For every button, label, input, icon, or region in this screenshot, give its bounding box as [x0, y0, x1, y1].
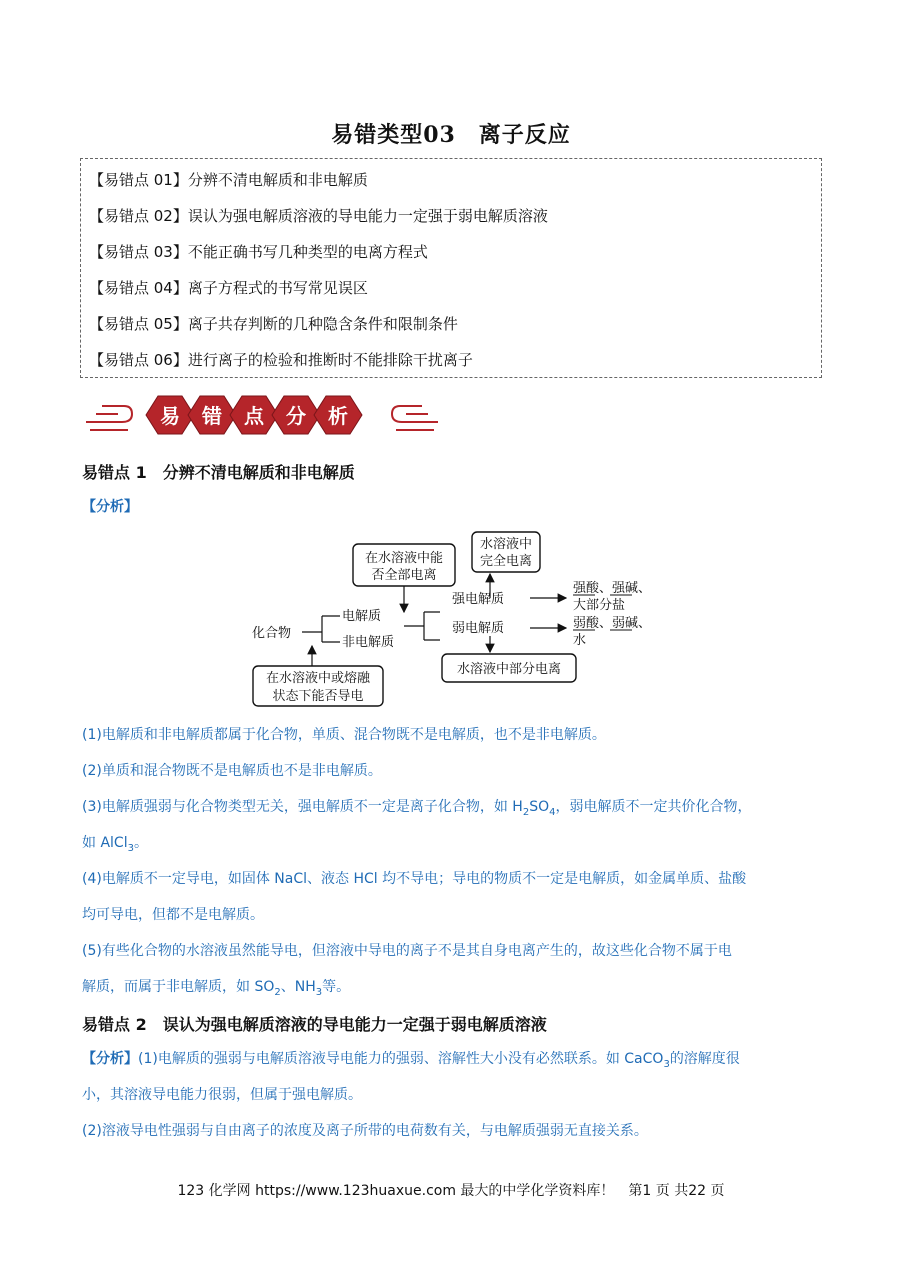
right-swirl-icon: [392, 406, 438, 430]
diagram-electrolyte: 电解质: [342, 609, 382, 624]
section-1-analysis-tag: 【分析】: [82, 499, 138, 515]
banner-char: 错: [202, 404, 222, 428]
diagram-partial: 水溶液中部分电离: [456, 662, 562, 677]
error-points-list: [80, 158, 822, 378]
toc-item-06: 【易错点 06】进行离子的检验和推断时不能排除干扰离子: [89, 351, 473, 369]
s1-para-4: (4)电解质不一定导电，如固体 NaCl、液态 HCl 均不导电；导电的物质不一定是电解质，如金属单质、盐酸: [82, 871, 747, 887]
diagram-strong-ex-2: 大部分盐: [573, 598, 626, 613]
s1-para-2: (2)单质和混合物既不是电解质也不是非电解质。: [82, 763, 382, 779]
diagram-strong: 强电解质: [452, 592, 505, 607]
diagram-weak: 弱电解质: [452, 621, 505, 636]
s1-para-5: (5)有些化合物的水溶液虽然能导电，但溶液中导电的离子不是其自身电离产生的，故这些化合物不属于电: [82, 943, 732, 959]
s1-para-3: (3)电解质强弱与化合物类型无关，强电解质不一定是离子化合物，如 $H_2SO_4$，弱电解质不一定共价化合物，: [82, 799, 752, 818]
banner-char: 易: [160, 404, 180, 428]
left-swirl-icon: [86, 406, 132, 430]
section-banner: [82, 392, 442, 438]
diagram-q-full-1: 在水溶液中能: [364, 551, 444, 566]
toc-item-02: 【易错点 02】误认为强电解质溶液的导电能力一定强于弱电解质溶液: [89, 207, 548, 225]
diagram-non-electrolyte: 非电解质: [342, 635, 395, 650]
banner-char: 析: [328, 404, 348, 428]
s1-para-3-cont: 如 AlCl$_3$。: [82, 835, 148, 854]
diagram-strong-ex-1: 强酸、强碱、: [573, 581, 652, 596]
s1-para-4-cont: 均可导电，但都不是电解质。: [82, 907, 264, 923]
toc-item-03: 【易错点 03】不能正确书写几种类型的电离方程式: [89, 243, 428, 261]
diagram-weak-ex-2: 水: [573, 633, 587, 648]
s2-para-1: 【分析】(1)电解质的强弱与电解质溶液导电能力的强弱、溶解性大小没有必然联系。如 CaCO$_3$的溶解度很: [82, 1051, 740, 1070]
section-2-heading: 易错点 2 误认为强电解质溶液的导电能力一定强于弱电解质溶液: [82, 1015, 547, 1034]
s2-para-1-cont: 小，其溶液导电能力很弱，但属于强电解质。: [82, 1087, 362, 1103]
toc-item-04: 【易错点 04】离子方程式的书写常见误区: [89, 279, 368, 297]
electrolyte-classification-diagram: [240, 524, 660, 712]
toc-item-01: 【易错点 01】分辨不清电解质和非电解质: [89, 171, 368, 189]
section-1-heading: 易错点 1 分辨不清电解质和非电解质: [82, 463, 355, 482]
s2-para-2: (2)溶液导电性强弱与自由离子的浓度及离子所带的电荷数有关，与电解质强弱无直接关系。: [82, 1123, 648, 1139]
diagram-complete-1: 水溶液中: [479, 537, 533, 552]
page-title: 易错类型03 离子反应: [331, 122, 571, 148]
diagram-complete-2: 完全电离: [479, 554, 533, 569]
diagram-weak-ex-1: 弱酸、弱碱、: [573, 616, 652, 631]
section-2-analysis-tag: 【分析】: [82, 1051, 138, 1067]
banner-char: 点: [244, 404, 264, 428]
s1-para-5-cont: 解质，而属于非电解质，如 $SO_2$、$NH_3$等。: [82, 979, 351, 998]
banner-char: 分: [286, 404, 306, 428]
page-footer: 123 化学网 https://www.123huaxue.com 最大的中学化学资料库！ 第1 页 共22 页: [177, 1183, 725, 1199]
s1-para-1: (1)电解质和非电解质都属于化合物，单质、混合物既不是电解质，也不是非电解质。: [82, 727, 606, 743]
diagram-q-conduct-2: 状态下能否导电: [272, 689, 364, 704]
diagram-q-conduct-1: 在水溶液中或熔融: [265, 671, 371, 686]
toc-item-05: 【易错点 05】离子共存判断的几种隐含条件和限制条件: [89, 315, 458, 333]
diagram-compound: 化合物: [252, 626, 292, 641]
diagram-q-full-2: 否全部电离: [371, 568, 437, 583]
